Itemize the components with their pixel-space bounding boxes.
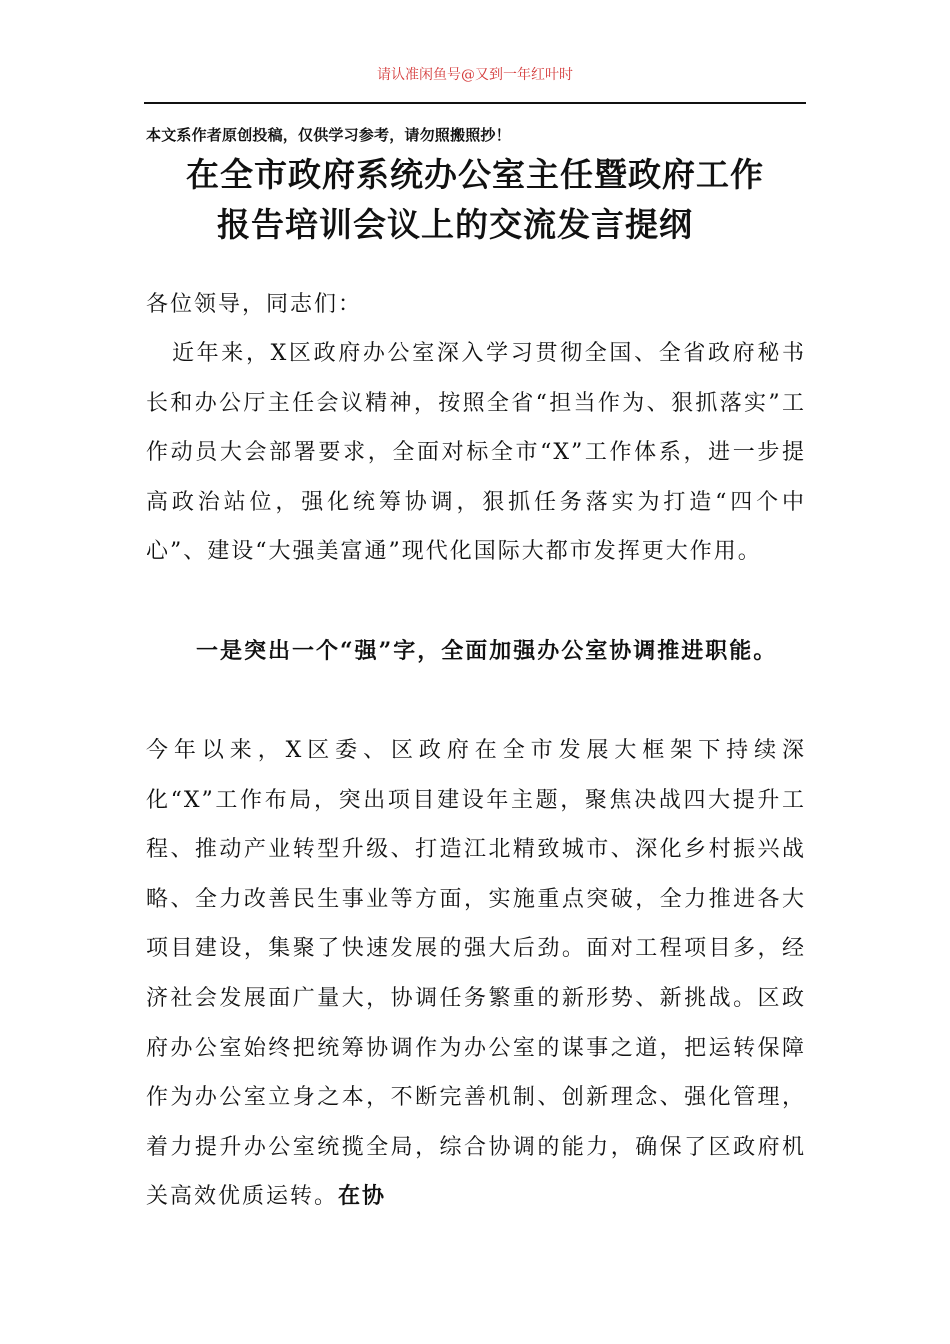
title-line-1: 在全市政府系统办公室主任暨政府工作 bbox=[186, 155, 764, 194]
disclaimer: 本文系作者原创投稿，仅供学习参考，请勿照搬照抄！ bbox=[146, 126, 511, 144]
paragraph-section-1 bbox=[146, 726, 806, 1222]
title-line-2: 报告培训会议上的交流发言提纲 bbox=[217, 205, 693, 244]
salutation: 各位领导，同志们： bbox=[146, 292, 363, 317]
document-title bbox=[144, 150, 806, 250]
header-watermark-note: 请认准闲鱼号@又到一年红叶时 bbox=[377, 67, 573, 83]
header-divider bbox=[144, 102, 806, 104]
section-heading-1: 一是突出一个“强”字，全面加强办公室协调推进职能。 bbox=[196, 638, 778, 664]
paragraph-section-1-bold-tail: 在协 bbox=[338, 1183, 387, 1210]
paragraph-section-1-text: 今年以来，X区委、区政府在全市发展大框架下持续深化“X”工作布局，突出项目建设年主题，聚焦决战四大提升工程、推动产业转型升级、打造江北精致城市、深化乡村振兴战略、全力改善民生事业等方面，实施重点突破，全力推进各大项目建设，集聚了快速发展的强大后劲。面对工程项目多，经济社会发展面广量大，协调任务繁重的新形势、新挑战。区政府办公室始终把统筹协调作为办公室的谋事之道，把运转保障作为办公室立身之本，不断完善机制、创新理念、强化管理，着力提升办公室统揽全局，综合协调的能力，确保了区政府机关高效优质运转。 bbox=[146, 738, 806, 1210]
paragraph-intro: 近年来，X区政府办公室深入学习贯彻全国、全省政府秘书长和办公厅主任会议精神，按照全省“担当作为、狠抓落实”工作动员大会部署要求，全面对标全市“X”工作体系，进一步提高政治站位，强化统筹协调，狠抓任务落实为打造“四个中心”、建设“大强美富通”现代化国际大都市发挥更大作用。 bbox=[146, 341, 806, 565]
